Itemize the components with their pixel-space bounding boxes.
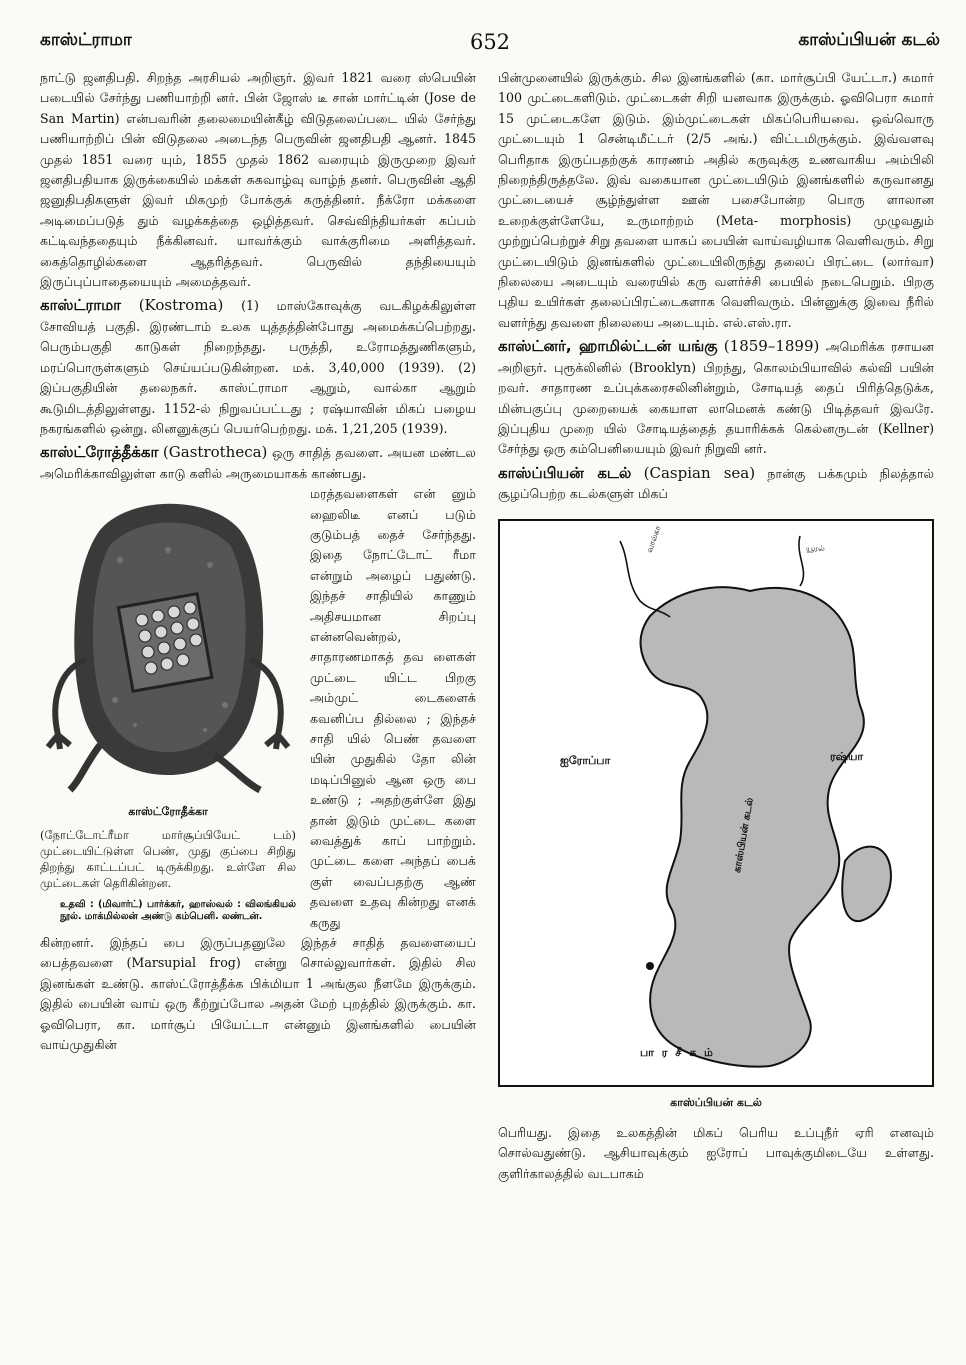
english-term: (Caspian sea)	[643, 463, 756, 482]
map-label-sea: காஸ்பியன் கடல்	[731, 796, 756, 874]
headword: காஸ்ட்ரோத்தீக்கா	[40, 443, 159, 462]
island-marker	[646, 962, 654, 970]
english-term: (Gastrotheca)	[162, 443, 268, 462]
entry-caspian	[498, 463, 934, 505]
left-column	[40, 68, 476, 1056]
frog-illustration	[40, 490, 296, 800]
headword: காஸ்ட்னர், ஹாமில்ட்டன் யங்கு	[498, 337, 718, 356]
running-head-left: காஸ்ட்ராமா	[40, 30, 132, 50]
running-head-right: காஸ்ப்பியன் கடல்	[798, 30, 940, 50]
kara-bogaz-gulf	[842, 846, 891, 921]
map-caption: காஸ்ப்பியன் கடல்	[670, 1095, 762, 1109]
entry-text-continued: பெரியது. இதை உலகத்தின் மிகப் பெரிய உப்புநீர் ஏரி எனவும் சொல்வதுண்டு. ஆசியாவுக்கும் ஐரோப் பாவுக்குமிடையே உள்ளது. குளிர்காலத்தில் வடபாகம்	[498, 1124, 934, 1181]
map-drawing	[500, 521, 932, 1085]
figure-credit: உதவி : (மிவார்ட்) பார்க்கர், ஹாஸ்வல் : விலங்கியல் நூல். மாக்மில்லன் அண்டு கம்பெனி. லண்டன்.	[60, 898, 296, 922]
figure-title: காஸ்ட்ரோதீக்கா	[128, 805, 208, 819]
ural-river	[799, 536, 804, 586]
continued-paragraph: பின்முனையில் இருக்கும். சில இனங்களில் (கா. மார்சூப்பி யேட்டா.) சுமார் 100 முட்டைகளிடும். முட்டைகள் சிறி யனவாக இருக்கும். ஓவிபெரா சுமார் 15 முட்டைகளே இடும். இம்முட்டைகள் மிகப்பெரியவை. ஒவ்வொரு முட்டையும் 1 சென்டிமீட்டர் (2/5 அங்.) விட்டமிருக்கும். இவ்வளவு பெரிதாக இருப்பதற்குக் காரணம் அதில் கருவுக்கு உணவாகிய அம்பிலி நிறைந்திருத்தலே. இவ் வகையான முட்டையிடும் இனங்களில் கருவானது முட்டையைச் சூழ்ந்துள்ள ஊன் பசைபோன்ற பொரு ளாலான உறைக்குள்ளேயே, உருமாற்றம் (Meta- morphosis) முழுவதும் முற்றுப்பெற்றுச் சிறு தவளை யாகப் பையின் வாய்வழியாக வெளிவரும். சிறு முட்டையிடும் இனங்களில் முட்டையிலிருந்து தலைப் பிரட்டை (லார்வா) நிலையை அடையும் வரையில் கரு வளர்ச்சி பையில் நடைபெறும். பிறகு புதிய உயிர்கள் தலைப்பிரட்டைகளாக வெளிவரும். பின்னுக்கு இவை நீரில் வளர்ந்து தவளை நிலையை அடையும். எல்.எஸ்.ரா.	[498, 70, 934, 330]
entry-text: அமெரிக்க ரசாயன அறிஞர். புரூக்லினில் (Brooklyn) பிறந்து, கொலம்பியாவில் கல்வி பயின் றவர். சாதாரண உப்புக்கரைசலினின்றும், சோடியத் தைப் பிரித்தெடுக்க, மின்பகுப்பு முறையைக் கையாள லாமெனக் கண்டு பிடித்தவர் இவரே. இப்புதிய முறை யில் சோடியத்தைத் தயாரிக்கக் கெல்னருடன் (Kellner) சேர்ந்து ஒரு கம்பெனியையும் இவர் நிறுவி னர்.	[498, 339, 934, 457]
entry-intro: ஒரு சாதித் தவளை. அயன மண்டல அமெரிக்காவிலுள்ள காடு களில் அருமையாகக் காண்பது.	[40, 445, 476, 481]
entry-text: மரத்தவளைகள் என் னும் ஹைலிடீ எனப் படும் குடும்பத் தைச் சேர்ந்தது. இதை நோட்டோட் ரீமா என்றும் அழைப் பதுண்டு. இந்தச் சாதியில் காணும் அதிசயமான சிறப்பு என்னவென்றல், சாதாரணமாகத் தவ ளைகள் முட்டை யிட்ட பிறகு அம்முட் டைகளைக் கவனிப்ப தில்லை ; இந்தச் சாதி யில் பெண் தவளை யின் முதுகில் தோ லின் மடிப்பினுல் ஆன ஒரு பை உண்டு ; அதற்குள்ளே இது தான் இடும் முட்டை களை வைத்துக் காப் பாற்றும். முட்டை களை அந்தப் பைக் குள் வைப்பதற்கு ஆண் தவளை உதவு கின்றது எனக் கருது	[310, 486, 476, 930]
entry-gastrotheca	[40, 442, 476, 1055]
entry-text: (1) மாஸ்கோவுக்கு வடகிழக்கிலுள்ள சோவியத் பகுதி. இரண்டாம் உலக யுத்தத்தின்போது அமைக்கப்பெற்றது. பெரும்பகுதி காடுகள் நிறைந்தது. பருத்தி, உரோமத்துணிகளும், மரப்பொருள்களும் செய்யப்படுகின்றன. மக். 3,40,000 (1939). (2) இப்பகுதியின் தலைநகர். காஸ்ட்ராமா ஆறும், வால்கா ஆறும் கூடுமிடத்திலுள்ளது. 1152-ல் நிறுவப்பட்டது ; ரஷ்யாவின் மிகப் பழைய நகரங்களில் ஒன்று. லினனுக்குப் பெயர்பெற்றது. மக். 1,21,205 (1939).	[40, 298, 476, 436]
english-term: (1859–1899)	[723, 337, 820, 356]
map-label-europe: ஐரோப்பா	[560, 753, 611, 767]
entry-kostroma	[40, 295, 476, 439]
map-label-volga: வால்கா	[644, 524, 663, 554]
english-term: (Kostroma)	[138, 296, 224, 315]
headword: காஸ்ப்பியன் கடல்	[498, 463, 632, 482]
frog-figure	[40, 490, 296, 922]
map-label-russia: ரஷ்யா	[830, 749, 864, 763]
entry-text-continued: கின்றனர். இந்தப் பை இருப்பதனுலே இந்தச் சாதித் தவளையைப் பைத்தவளை (Marsupial frog) என்று சொல்லுவார்கள். இதில் சில இனங்கள் உண்டு. காஸ்ட்ரோத்தீக்க பிக்மியா 1 அங்குல நீளமே இருக்கும். இதில் பையின் வாய் ஒரு கீற்றுப்போல அதன் மேற் புறத்தில் இருக்கும். கா. ஓவிபெரா, கா. மார்சூப் பியேட்டா என்னும் இனங்களில் பையின் வாய்முதுகின்	[40, 935, 476, 1053]
headword: காஸ்ட்ராமா	[40, 296, 121, 315]
figure-caption: (நோட்டோட்ரீமா மார்சூப்பியேட் டம்) முட்டையிட்டுள்ள பெண், முது குப்பை சிறிது திறந்து காட்டப்பட் டிருக்கிறது. உள்ளே சில முட்டைகள் தெரிகின்றன.	[40, 827, 296, 890]
continued-paragraph: நாட்டு ஜனதிபதி. சிறந்த அரசியல் அறிஞர். இவர் 1821 வரை ஸ்பெயின் படையில் சேர்ந்து பணியாற்றி னர். பின் ஜோஸ் டீ சான் மார்ட்டின் (Jose de San Martin) என்பவரின் தலைமையின்கீழ் விடுதலைப்படை யில் சேர்ந்து பணியாற்றிப் பின் விடுதலை அடைந்த பெருவின் ஜனதிபதி ஆனர். 1845 முதல் 1851 வரை யும், 1855 முதல் 1862 வரையும் இருமுறை இவர் ஜனதிபதியாக இருக்கையில் மக்கள் சுகவாழ்வு வாழ்ந் தனர். பெருவின் ஆதி ஜனுதிபதிகளுள் இவர் மிகமுற் போக்குக் கருத்தினர். நீக்ரோ மக்களை அடிமைப்படுத் தும் வழக்கத்தை ஒழித்தவர். செவ்விந்தியர்கள் கப்பம் கட்டிவந்ததையும் நீக்கினவர். யாவர்க்கும் வாக்குரிமை அளித்தவர். கைத்தொழில்களை ஆதரித்தவர். பெருவில் தந்தியையும் இருப்புப்பாதையையும் அமைத்தவர்.	[40, 70, 476, 290]
page-number: 652	[469, 30, 511, 54]
map-label-ural: யூரல்	[806, 543, 825, 553]
caspian-map	[498, 519, 934, 1087]
page-header	[40, 30, 940, 60]
entry-kasner	[498, 336, 934, 459]
map-label-persia: பா ர சீ க ம்	[640, 1045, 715, 1059]
right-column	[498, 68, 934, 1184]
entry-intro: நான்கு பக்கமும் நிலத்தால் சூழப்பெற்ற கடல்களுள் மிகப்	[498, 465, 934, 502]
